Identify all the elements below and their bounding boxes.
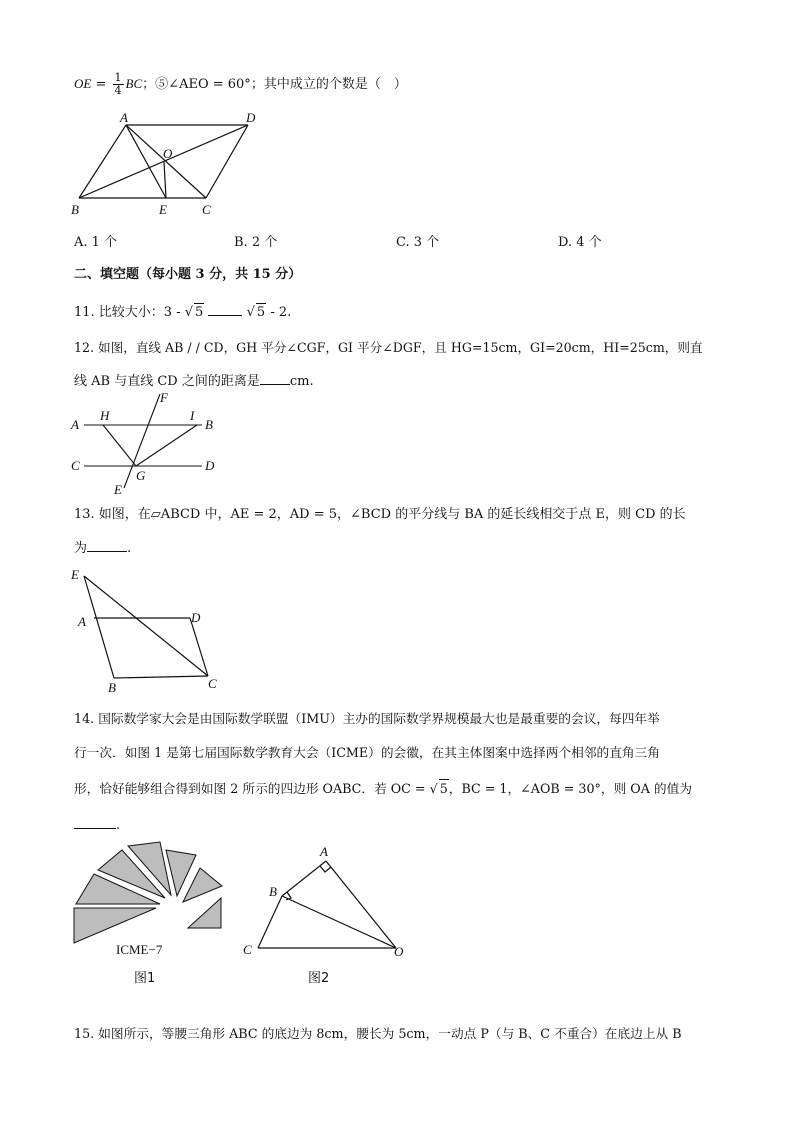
- segment-gi: [136, 425, 197, 466]
- segment-oe: [164, 162, 166, 198]
- label-c: C: [71, 458, 80, 473]
- label-a: A: [320, 844, 328, 859]
- right-angle-mark-a: [320, 866, 331, 872]
- line-ec: [84, 576, 208, 676]
- question-11: [74, 302, 291, 322]
- label-d: D: [205, 458, 215, 473]
- label-d: D: [191, 610, 201, 625]
- q10-eq: =: [95, 77, 107, 92]
- label-c: C: [243, 942, 252, 957]
- q14-line3-pre: 形，恰好能够组合得到如图 2 所示的四边形 OABC．若 OC =: [74, 781, 430, 796]
- question-12-line-2: [74, 371, 314, 391]
- q13-period: .: [127, 541, 132, 556]
- label-h: H: [100, 408, 110, 423]
- q10-fraction: [113, 72, 124, 97]
- label-a: A: [120, 110, 128, 125]
- sqrt-symbol-3: √: [429, 781, 438, 796]
- question-15-line-1: 15. 如图所示，等腰三角形 ABC 的底边为 8cm，腰长为 5cm，一动点 P（与 B、C 不重合）在底边上从 B: [74, 1026, 682, 1041]
- q14-radicand: 5: [439, 781, 448, 796]
- label-g: G: [136, 468, 146, 483]
- question-14-line-4: [74, 815, 120, 835]
- edge-ba: [282, 861, 326, 896]
- q10-frac-num: 1: [114, 71, 122, 84]
- label-o: O: [163, 146, 173, 161]
- q10-item5: ⑤∠AEO = 60°: [155, 77, 251, 92]
- q10-option-c[interactable]: C. 3 个: [396, 235, 440, 250]
- q14-line3-post: ，BC = 1，∠AOB = 30°，则 OA 的值为: [448, 781, 692, 796]
- segment-ae: [126, 125, 166, 198]
- label-b: B: [108, 680, 116, 695]
- segment-hg: [103, 425, 136, 466]
- q10-tail-text: ；其中成立的个数是（ ）: [250, 77, 407, 92]
- q12-unit: cm.: [289, 374, 314, 389]
- label-f: F: [160, 390, 168, 405]
- section-2-title: 二、填空题（每小题 3 分，共 15 分）: [74, 267, 302, 282]
- label-e: E: [71, 567, 79, 582]
- edge-dc: [190, 618, 208, 676]
- question-14-line-1: 14. 国际数学家大会是由国际数学联盟（IMU）主办的国际数学界规模最大也是最重要的会议，每四年举: [74, 711, 660, 726]
- label-i: I: [190, 408, 195, 423]
- q14-period: .: [116, 818, 121, 833]
- q10-tail-line: [74, 72, 407, 97]
- label-d: D: [246, 110, 256, 125]
- edge-dc: [206, 125, 248, 198]
- q10-option-d[interactable]: D. 4 个: [558, 235, 602, 250]
- caption-figure-1: 图1: [134, 971, 156, 986]
- label-o: O: [394, 944, 404, 959]
- label-e: E: [114, 482, 122, 497]
- figure-q14-quadrilateral: [236, 838, 426, 990]
- label-c: C: [208, 676, 217, 691]
- label-c: C: [202, 202, 211, 217]
- segment-bo: [282, 896, 396, 948]
- figure-q13-parallelogram: [66, 562, 226, 698]
- logo-text: ICME−7: [116, 942, 163, 957]
- q12-answer-blank[interactable]: [260, 371, 290, 385]
- label-b: B: [269, 884, 277, 899]
- logo-triangle-1: [74, 908, 156, 943]
- q10-option-b[interactable]: B. 2 个: [234, 235, 278, 250]
- q10-sep: ；: [142, 77, 156, 92]
- q10-frac-den: 4: [114, 84, 122, 97]
- question-13-line-2: [74, 538, 131, 558]
- q10-lhs: OE: [74, 76, 92, 91]
- edge-cb: [258, 896, 282, 948]
- logo-triangle-6: [183, 868, 222, 902]
- question-13-line-1: 13. 如图，在▱ABCD 中，AE = 2，AD = 5，∠BCD 的平分线与 BA 的延长线相交于点 E，则 CD 的长: [74, 507, 686, 522]
- diagonal-ac: [126, 125, 206, 198]
- question-14-line-2: 行一次．如图 1 是第七届国际数学教育大会（ICME）的会徽，在其主体图案中选择两个相邻的直角三角: [74, 745, 660, 760]
- q12-line2-text: 线 AB 与直线 CD 之间的距离是: [74, 374, 260, 389]
- q11-prefix: 11. 比较大小：3 -: [74, 305, 185, 320]
- label-a: A: [71, 417, 79, 432]
- q14-answer-blank[interactable]: [74, 815, 116, 829]
- label-e: E: [159, 202, 167, 217]
- q10-rhs: BC: [125, 76, 143, 91]
- figure-q10-parallelogram: [66, 108, 270, 220]
- label-b: B: [71, 202, 79, 217]
- q11-radicand-1: 5: [195, 305, 204, 320]
- question-14-line-3: [74, 779, 692, 798]
- line-eb: [84, 576, 114, 678]
- diagonal-bd: [79, 125, 248, 198]
- q13-answer-blank[interactable]: [87, 538, 127, 552]
- q11-answer-blank[interactable]: [208, 302, 242, 316]
- figure-q14-icme-logo: [66, 838, 236, 990]
- q11-suffix: - 2.: [266, 305, 292, 320]
- figure-q12-parallel-lines: [66, 390, 226, 498]
- label-a: A: [78, 614, 86, 629]
- question-12-line-1: 12. 如图，直线 AB / / CD，GH 平分∠CGF，GI 平分∠DGF，且 HG=15cm，GI=20cm，HI=25cm，则直: [74, 340, 703, 355]
- q10-option-a[interactable]: A. 1 个: [74, 235, 118, 250]
- q13-line2-text: 为: [74, 541, 88, 556]
- edge-bc: [114, 676, 208, 678]
- edge-ab: [79, 125, 126, 198]
- sqrt-symbol-2: √: [246, 305, 255, 320]
- logo-triangle-7: [188, 898, 221, 928]
- sqrt-symbol-1: √: [184, 305, 194, 320]
- caption-figure-2: 图2: [308, 971, 330, 986]
- edge-ao: [326, 861, 396, 948]
- q11-radicand-2: 5: [256, 305, 266, 320]
- label-b: B: [205, 417, 213, 432]
